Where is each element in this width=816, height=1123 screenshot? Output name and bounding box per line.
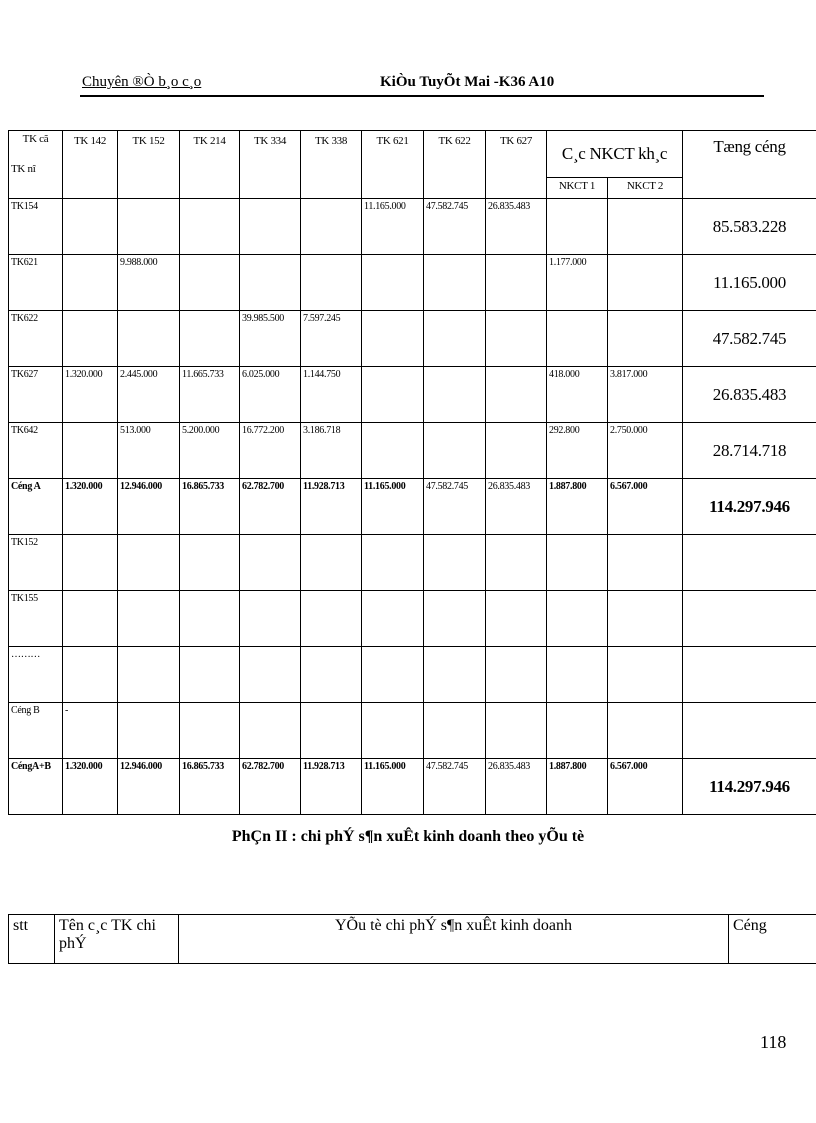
table-cell [424,423,486,479]
table-cell [180,535,240,591]
table-cell [424,535,486,591]
table-cell: 3.186.718 [301,423,362,479]
table-row [9,367,816,423]
table-cell [180,199,240,255]
table-cell [486,703,547,759]
table-row [9,311,816,367]
table-cell: 2.750.000 [608,423,683,479]
table-cell: 292.800 [547,423,608,479]
table-cell [301,199,362,255]
row-total [683,647,816,703]
sub-header: NKCT 2 [608,178,683,199]
col-header: TK 338 [301,131,362,199]
table-cell: 16.772.200 [240,423,301,479]
row-label: TK155 [9,591,63,647]
table-cell [362,591,424,647]
sec-header-total: Céng [729,915,816,964]
sec-header-stt: stt [9,915,55,964]
table-cell: 1.320.000 [63,367,118,423]
table-cell [118,591,180,647]
table-cell [486,535,547,591]
table-cell [362,535,424,591]
table-row [9,647,816,703]
table-cell: 11.165.000 [362,479,424,535]
table-cell [547,647,608,703]
row-total: 11.165.000 [683,255,816,311]
table-row [9,255,816,311]
table-cell: 62.782.700 [240,479,301,535]
row-label: TK622 [9,311,63,367]
table-cell [547,535,608,591]
table-cell [63,591,118,647]
row-total: 114.297.946 [683,759,816,815]
table-cell: 39.985.500 [240,311,301,367]
table-cell: 16.865.733 [180,479,240,535]
col-header: TK 627 [486,131,547,199]
corner-bottom-label: TK nî [11,163,36,175]
row-total: 85.583.228 [683,199,816,255]
table-cell [547,703,608,759]
table-cell [240,703,301,759]
row-label: TK621 [9,255,63,311]
table-row [9,479,816,535]
row-label: TK627 [9,367,63,423]
total-header: Tæng céng [683,131,816,199]
table-cell [362,311,424,367]
table-cell: 26.835.483 [486,199,547,255]
table-cell: 418.000 [547,367,608,423]
table-cell [608,255,683,311]
table-cell [486,367,547,423]
table-cell [608,647,683,703]
table-cell: 7.597.245 [301,311,362,367]
header-left: Chuyên ®Ò b¸o c¸o [82,74,202,90]
table-cell [63,647,118,703]
table-cell [424,591,486,647]
col-header: TK 621 [362,131,424,199]
table-cell [608,591,683,647]
table-cell [180,311,240,367]
table-cell [362,423,424,479]
table-cell [180,255,240,311]
sec-header-elements: YÕu tè chi phÝ s¶n xuÊt kinh doanh [179,915,729,964]
table-row [9,423,816,479]
table-cell [118,311,180,367]
table-cell: 513.000 [118,423,180,479]
row-label: ……… [9,647,63,703]
table-cell: 1.887.800 [547,759,608,815]
table-cell [240,591,301,647]
col-header: TK 214 [180,131,240,199]
col-header: TK 152 [118,131,180,199]
col-header: TK 142 [63,131,118,199]
table-cell: 11.165.000 [362,199,424,255]
table-cell [362,647,424,703]
table-cell [608,703,683,759]
sec-header-accounts: Tên c¸c TK chi phÝ [55,915,179,964]
table-cell [240,535,301,591]
table-cell: 6.567.000 [608,759,683,815]
table-cell [240,199,301,255]
table-cell [362,703,424,759]
table-cell: 1.177.000 [547,255,608,311]
table-cell: 47.582.745 [424,199,486,255]
table-row [9,703,816,759]
row-label: CéngA+B [9,759,63,815]
row-total: 28.714.718 [683,423,816,479]
table-cell [547,311,608,367]
row-total [683,703,816,759]
table-cell [63,535,118,591]
table-cell [240,255,301,311]
table-cell: 11.928.713 [301,759,362,815]
table-cell: 12.946.000 [118,479,180,535]
header-divider [80,95,764,97]
table-cell [424,255,486,311]
table-cell [301,255,362,311]
table-cell: - [63,703,118,759]
page-number: 118 [760,1032,787,1052]
table-cell: 26.835.483 [486,759,547,815]
table-cell [301,591,362,647]
sub-header: NKCT 1 [547,178,608,199]
table-cell [118,647,180,703]
col-header: TK 622 [424,131,486,199]
table-cell: 3.817.000 [608,367,683,423]
table-cell: 26.835.483 [486,479,547,535]
corner-top-label: TK cã [22,133,49,145]
table-cell [608,535,683,591]
section-table [8,914,816,964]
table-cell [362,367,424,423]
table-cell [118,703,180,759]
table-cell: 9.988.000 [118,255,180,311]
table-row [9,199,816,255]
table-row [9,591,816,647]
table-row [9,759,816,815]
table-cell: 1.320.000 [63,759,118,815]
row-label: TK642 [9,423,63,479]
table-cell [362,255,424,311]
group-header: C¸c NKCT kh¸c [547,131,683,178]
table-cell: 1.320.000 [63,479,118,535]
table-cell [547,591,608,647]
table-cell: 2.445.000 [118,367,180,423]
row-total [683,591,816,647]
table-cell [424,647,486,703]
table-cell [301,647,362,703]
table-row [9,535,816,591]
table-cell [240,647,301,703]
table-cell [63,255,118,311]
table-cell: 1.144.750 [301,367,362,423]
table-cell: 6.567.000 [608,479,683,535]
table-cell [486,423,547,479]
table-cell [180,591,240,647]
row-label: TK154 [9,199,63,255]
table-cell [424,367,486,423]
row-label: Céng B [9,703,63,759]
table-cell [486,255,547,311]
table-cell [486,311,547,367]
table-cell [180,647,240,703]
section-title: PhÇn II : chi phÝ s¶n xuÊt kinh doanh theo yÕu tè [231,828,585,845]
table-cell: 47.582.745 [424,479,486,535]
table-cell [486,591,547,647]
row-total: 114.297.946 [683,479,816,535]
journal-table [8,130,816,815]
col-header: TK 334 [240,131,301,199]
header-right: KiÒu TuyÕt Mai -K36 A10 [380,74,555,90]
row-total: 26.835.483 [683,367,816,423]
table-cell [301,535,362,591]
row-total [683,535,816,591]
table-cell: 47.582.745 [424,759,486,815]
row-label: Céng A [9,479,63,535]
table-cell [424,703,486,759]
row-label: TK152 [9,535,63,591]
table-cell [63,199,118,255]
table-cell [118,535,180,591]
table-cell: 5.200.000 [180,423,240,479]
table-cell: 1.887.800 [547,479,608,535]
table-cell: 12.946.000 [118,759,180,815]
table-cell: 16.865.733 [180,759,240,815]
table-cell: 11.665.733 [180,367,240,423]
table-cell [63,423,118,479]
row-total: 47.582.745 [683,311,816,367]
table-cell: 11.928.713 [301,479,362,535]
table-cell [547,199,608,255]
table-cell [118,199,180,255]
corner-cell [9,131,63,199]
table-cell [424,311,486,367]
table-cell: 11.165.000 [362,759,424,815]
table-cell [63,311,118,367]
table-cell [301,703,362,759]
table-cell [180,703,240,759]
table-cell [486,647,547,703]
table-cell [608,311,683,367]
table-cell: 6.025.000 [240,367,301,423]
table-cell: 62.782.700 [240,759,301,815]
table-cell [608,199,683,255]
